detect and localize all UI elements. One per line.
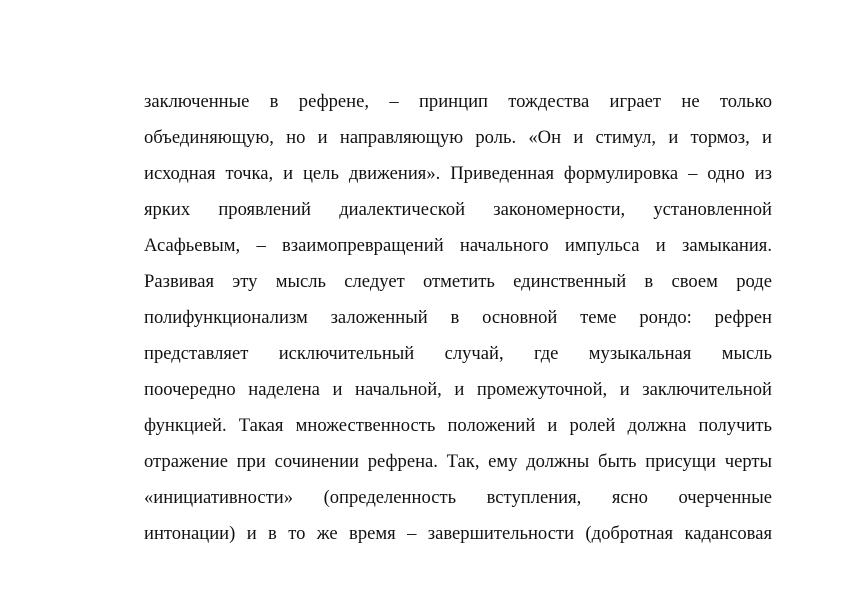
text-line-12: «инициативности» (определенность вступления, ясно очерченные (144, 487, 772, 508)
text-line-8: представляет исключительный случай, где музыкальная мысль (144, 343, 772, 364)
text-line-2: объединяющую, но и направляющую роль. «Он и стимул, и тормоз, и (144, 127, 772, 148)
text-line-13: интонации) и в то же время – завершительности (добротная кадансовая (144, 523, 772, 544)
text-line-9: поочередно наделена и начальной, и промежуточной, и заключительной (144, 379, 772, 400)
text-line-7: полифункционализм заложенный в основной теме рондо: рефрен (144, 307, 772, 328)
body-text (144, 84, 772, 552)
text-line-11: отражение при сочинении рефрена. Так, ему должны быть присущи черты (144, 451, 772, 472)
text-line-4: ярких проявлений диалектической закономерности, установленной (144, 199, 772, 220)
text-line-5: Асафьевым, – взаимопревращений начального импульса и замыкания. (144, 235, 772, 256)
text-line-10: функцией. Такая множественность положений и ролей должна получить (144, 415, 772, 436)
text-line-3: исходная точка, и цель движения». Приведенная формулировка – одно из (144, 163, 772, 184)
text-line-6: Развивая эту мысль следует отметить единственный в своем роде (144, 271, 772, 292)
text-line-1: заключенные в рефрене, – принцип тождества играет не только (144, 91, 772, 112)
